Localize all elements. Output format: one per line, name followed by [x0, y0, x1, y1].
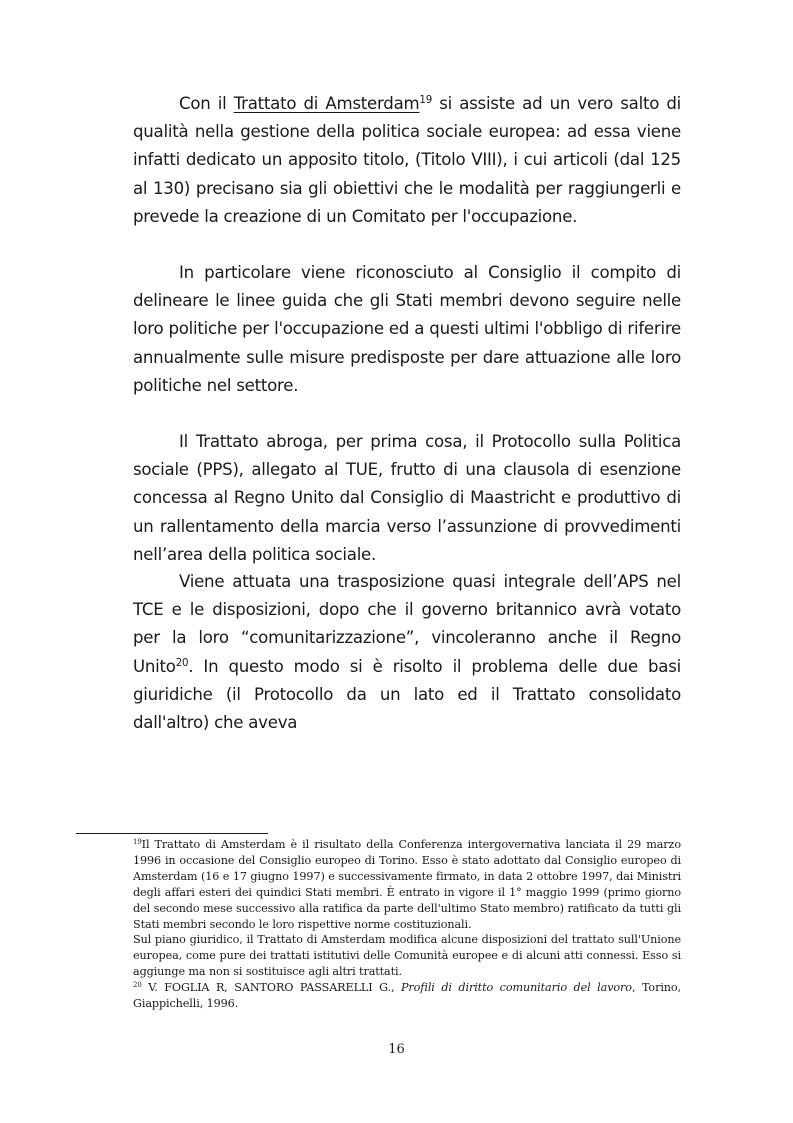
paragraph-text: si assiste ad un vero salto di qualità nella gestione della politica sociale europea: ad essa viene infatti dedicato un apposito titolo, (Titolo VIII), i cui articoli (dal 125 al 130) precisano sia gli obiettivi che le modalità per raggiungerli e prevede la creazione di un Comitato per l'occupazione. [133, 94, 681, 226]
footnote-ref-20[interactable]: 20 [175, 657, 189, 670]
paragraph-text: Con il [179, 94, 234, 113]
paragraph-text: Viene attuata una trasposizione quasi integrale dell’APS nel TCE e le disposizioni, dopo che il governo britannico avrà votato per la loro “comunitarizzazione”, vincoleranno anche il Regno Unito [133, 572, 681, 676]
treaty-link[interactable]: Trattato di Amsterdam [233, 94, 420, 113]
footnote-19-continuation [133, 932, 681, 980]
footnote-text: Sul piano giuridico, il Trattato di Amsterdam modifica alcune disposizioni del trattato sull'Unione europea, come pure dei trattati istitutivi delle Comunità europee e di alcuni atti connessi. Esso si aggiunge ma non si sostituisce agli altri trattati. [133, 933, 681, 979]
footnote-separator [76, 833, 268, 834]
paragraph-text: In particolare viene riconosciuto al Consiglio il compito di delineare le linee guida che gli Stati membri devono seguire nelle loro politiche per l'occupazione ed a questi ultimi l'obbligo di riferire annualmente sulle misure predisposte per dare attuazione alle loro politiche nel settore. [133, 263, 681, 395]
page-number: 16 [388, 1042, 405, 1057]
paragraph-pps-repeal [133, 428, 681, 569]
footnote-authors: V. FOGLIA R, SANTORO PASSARELLI G., [141, 981, 401, 995]
footnote-marker-20: 20 [133, 981, 142, 990]
paragraph-text: . In questo modo si è risolto il problema delle due basi giuridiche (il Protocollo da un lato ed il Trattato consolidato dall'altro) che aveva [133, 656, 681, 733]
paragraph-council-role [133, 259, 681, 400]
footnote-20 [133, 980, 681, 1012]
footnote-ref-19[interactable]: 19 [419, 94, 432, 107]
footnote-marker-19: 19 [133, 837, 142, 846]
paragraph-amsterdam-treaty [133, 90, 681, 231]
footnote-publisher: , Torino, Giappichelli, 1996. [133, 981, 681, 1011]
paragraph-text: Il Trattato abroga, per prima cosa, il Protocollo sulla Politica sociale (PPS), allegato al TUE, frutto di una clausola di esenzione concessa al Regno Unito dal Consiglio di Maastricht e produttivo di un rallentamento della marcia verso l’assunzione di provvedimenti nell’area della politica sociale. [133, 432, 681, 564]
footnote-text: Il Trattato di Amsterdam è il risultato della Conferenza intergovernativa lanciata il 29 marzo 1996 in occasione del Consiglio europeo di Torino. Esso è stato adottato dal Consiglio europeo di Amsterdam (16 e 17 giugno 1997) e successivamente firmato, in data 2 ottobre 1997, dai Ministri degli affari esteri dei quindici Stati membri. È entrato in vigore il 1° maggio 1999 (primo giorno del secondo mese successivo alla ratifica da parte dell'ultimo Stato membro) ratificato da tutti gli Stati membri secondo le loro rispettive norme costituzionali. [133, 838, 681, 931]
footnotes-section [133, 837, 681, 1012]
footnote-19 [133, 837, 681, 932]
paragraph-aps-transposition [133, 568, 681, 737]
footnote-book-title: Profili di diritto comunitario del lavoro [401, 981, 632, 995]
